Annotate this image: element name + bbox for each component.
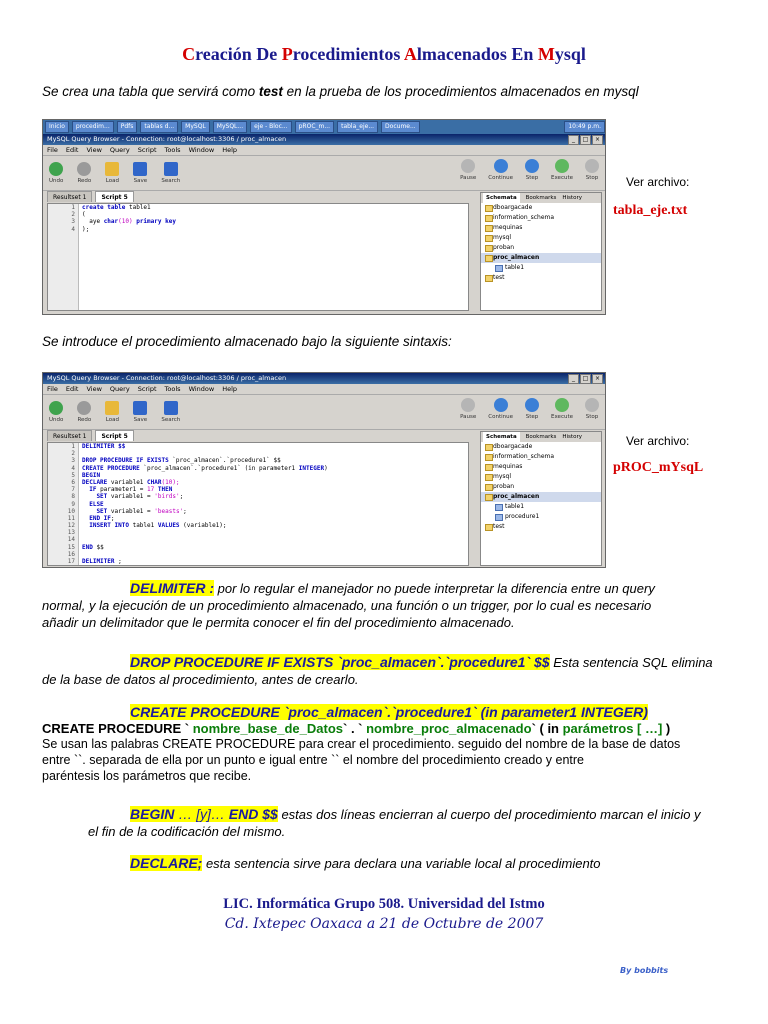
code-token: VALUES (157, 522, 184, 530)
save-icon (133, 162, 147, 176)
save-label: Save (133, 417, 148, 423)
stop-icon (585, 159, 599, 173)
screenshot-1 (42, 119, 606, 315)
title-part: reación De (195, 44, 282, 64)
code-token: table1 (132, 522, 158, 530)
close-icon[interactable]: × (592, 374, 603, 384)
execute-label: Execute (551, 414, 573, 420)
schema-item[interactable]: mysql (481, 472, 601, 482)
code-token: `proc_almacen`.`procedure1` (in parameter1 (143, 464, 299, 472)
code-line (82, 508, 328, 515)
screenshot-2 (42, 372, 606, 568)
code-token: ( (82, 211, 86, 219)
page-title (0, 44, 768, 65)
start-button[interactable]: Inicio (45, 121, 69, 133)
begin-keyword: BEGIN … [y]… END $$ (130, 806, 278, 822)
delimiter-keyword: DELIMITER : (130, 580, 214, 596)
menu-item-file[interactable]: File (47, 385, 58, 393)
step-label: Step (525, 414, 539, 420)
intro-text: Se crea una tabla que servirá como test en la prueba de los procedimientos almacenados en mysql (42, 84, 639, 99)
code-token: parameter1 = (100, 486, 148, 494)
taskbar-item[interactable]: tablas d... (140, 121, 178, 133)
schema-item[interactable]: dboargacade (481, 442, 601, 452)
syntax-part: nombre_proc_almacenado (366, 721, 532, 736)
step-label: Step (525, 175, 539, 181)
minimize-icon[interactable]: _ (568, 135, 579, 145)
code-line (82, 551, 328, 558)
code-line (82, 465, 328, 472)
code-token: BEGIN (82, 471, 101, 479)
sql-editor[interactable] (47, 442, 469, 566)
menu-item-help[interactable]: Help (222, 146, 238, 154)
schemata-tabs (481, 432, 601, 442)
code-line (82, 486, 328, 493)
code-token: END IF (82, 514, 111, 522)
line-number: 16 (67, 550, 75, 558)
toolbar (43, 155, 605, 191)
menu-item-query[interactable]: Query (109, 146, 130, 154)
pause-icon (461, 159, 475, 173)
line-number: 6 (71, 478, 75, 486)
stop-label: Stop (585, 175, 599, 181)
taskbar-item[interactable]: Docume... (381, 121, 420, 133)
line-number: 12 (67, 522, 75, 530)
code-line (82, 457, 328, 464)
code-line (82, 204, 176, 211)
code-line (82, 218, 176, 225)
load-icon (105, 162, 119, 176)
stop-label: Stop (585, 414, 599, 420)
code-line (82, 443, 328, 450)
schema-item[interactable]: mequinas (481, 223, 601, 233)
title-part: ysql (554, 44, 586, 64)
schema-tree (481, 203, 601, 283)
schema-item[interactable]: procedure1 (481, 512, 601, 522)
drop-keyword: DROP PROCEDURE IF EXISTS `proc_almacen`.`procedure1` $$ (130, 654, 550, 670)
pause-button[interactable] (460, 159, 476, 181)
code-token: THEN (157, 486, 173, 494)
code-line (82, 479, 328, 486)
code-line (82, 536, 328, 543)
taskbar-item[interactable]: eje - Bloc... (250, 121, 292, 133)
syntax-part: ) (662, 721, 671, 736)
close-icon[interactable]: × (592, 135, 603, 145)
code-token: $$ (96, 543, 104, 551)
schema-item[interactable]: table1 (481, 502, 601, 512)
menu-item-query[interactable]: Query (109, 385, 130, 393)
line-number: 17 (67, 558, 75, 565)
schemata-tabs (481, 193, 601, 203)
search-label: Search (161, 417, 181, 423)
search-icon (164, 162, 178, 176)
code-token: aye (82, 218, 104, 226)
line-number: 11 (67, 514, 75, 522)
code-token: 'beasts' (154, 507, 184, 515)
undo-button[interactable] (49, 162, 63, 184)
syntax-part: ` ( in (531, 721, 563, 736)
code-line (82, 472, 328, 479)
redo-button[interactable] (77, 162, 91, 184)
tab-resultset-1[interactable]: Resultset 1 (47, 430, 92, 441)
line-number: 8 (71, 493, 75, 501)
load-button[interactable] (105, 162, 119, 184)
load-label: Load (105, 178, 119, 184)
redo-icon (77, 401, 91, 415)
code-token: table1 (128, 204, 151, 211)
code-line (82, 544, 328, 551)
menu-item-edit[interactable]: Edit (65, 385, 79, 393)
code-token: create table (82, 204, 129, 211)
create-syntax (42, 721, 732, 736)
syntax-part: nombre_base_de_Datos (192, 721, 343, 736)
taskbar-item[interactable]: Pdfs (117, 121, 138, 133)
menu-item-script[interactable]: Script (137, 146, 157, 154)
code-token: ; (118, 558, 122, 565)
code-line (82, 529, 328, 536)
line-number: 15 (67, 543, 75, 551)
code-token: ); (82, 225, 90, 233)
file-link[interactable]: tabla_eje.txt (613, 203, 688, 218)
execute-button[interactable] (551, 398, 573, 420)
stop-button[interactable] (585, 159, 599, 181)
continue-button[interactable] (488, 159, 513, 181)
search-label: Search (161, 178, 181, 184)
code-line (82, 515, 328, 522)
code-token: (variable1); (183, 522, 227, 530)
step-button[interactable] (525, 159, 539, 181)
menu-item-window[interactable]: Window (188, 146, 215, 154)
schema-item[interactable]: information_schema (481, 213, 601, 223)
title-part: A (403, 44, 417, 64)
code-token: ; (183, 507, 187, 515)
code-token: `proc_almacen`.`procedure1` $$ (172, 457, 281, 465)
window-titlebar: MySQL Query Browser - Connection: root@localhost:3306 / proc_almacen _ □ × (43, 134, 605, 145)
menu-item-script[interactable]: Script (137, 385, 157, 393)
line-number: 3 (71, 218, 75, 226)
code-token: ELSE (82, 500, 104, 508)
taskbar-item[interactable]: tabla_eje... (337, 121, 378, 133)
syntax-intro: Se introduce el procedimiento almacenado bajo la siguiente sintaxis: (42, 334, 452, 349)
menubar (43, 384, 605, 394)
title-part: M (537, 44, 555, 64)
line-number: 1 (71, 443, 75, 450)
menu-item-view[interactable]: View (86, 385, 102, 393)
code-token: CREATE PROCEDURE (82, 464, 144, 472)
code-token: variable1 = (110, 493, 155, 501)
begin-paragraph: BEGIN … [y]… END $$ estas dos líneas encierran al cuerpo del procedimiento marcan el inicio y el fin de la codificación del mismo. (88, 806, 701, 839)
line-number: 10 (67, 507, 75, 515)
sql-code (82, 204, 176, 233)
continue-label: Continue (488, 414, 513, 420)
taskbar-item[interactable]: MySQL... (213, 121, 247, 133)
schema-tree (481, 442, 601, 532)
menu-item-help[interactable]: Help (222, 385, 238, 393)
menubar (43, 145, 605, 155)
title-part: P (281, 44, 293, 64)
code-token: 'birds' (154, 493, 180, 501)
continue-icon (494, 398, 508, 412)
syntax-part: CREATE PROCEDURE ` (42, 721, 193, 736)
search-button[interactable] (161, 401, 180, 423)
undo-icon (49, 401, 63, 415)
code-token: SET (82, 507, 111, 515)
schema-item[interactable]: proc_almacen (481, 253, 601, 263)
line-number: 13 (67, 529, 75, 537)
redo-button[interactable] (77, 401, 91, 423)
title-part: rocedimientos (292, 44, 404, 64)
taskbar-item[interactable]: MySQL (181, 121, 210, 133)
stop-icon (585, 398, 599, 412)
schema-item[interactable]: test (481, 273, 601, 283)
load-label: Load (105, 417, 119, 423)
title-part: lmacenados En (416, 44, 538, 64)
step-icon (525, 398, 539, 412)
schema-item[interactable]: mequinas (481, 462, 601, 472)
menu-item-tools[interactable]: Tools (164, 385, 181, 393)
tab-script-5[interactable]: Script 5 (95, 430, 133, 441)
menu-item-edit[interactable]: Edit (65, 146, 79, 154)
line-number: 3 (71, 457, 75, 465)
code-line (82, 211, 176, 218)
line-number: 9 (71, 500, 75, 508)
execute-button[interactable] (551, 159, 573, 181)
schema-item[interactable]: proc_almacen (481, 492, 601, 502)
code-line (82, 522, 328, 529)
syntax-part: ` . ` (343, 721, 367, 736)
load-button[interactable] (105, 401, 119, 423)
line-number: 4 (71, 464, 75, 472)
schema-item[interactable]: proban (481, 243, 601, 253)
taskbar-item[interactable]: pROC_m... (295, 121, 334, 133)
save-label: Save (133, 178, 148, 184)
tab-bookmarks[interactable]: Bookmarks (525, 434, 557, 440)
footer-date: Cd. Ixtepec Oaxaca a 21 de Octubre de 2007 (224, 916, 544, 932)
schemata-panel (480, 431, 602, 566)
code-token: END (82, 543, 97, 551)
line-number: 4 (71, 225, 75, 233)
code-token: ; (179, 493, 184, 501)
schema-item[interactable]: test (481, 522, 601, 532)
code-token: 17 (147, 486, 158, 494)
step-icon (525, 159, 539, 173)
schema-item[interactable]: mysql (481, 233, 601, 243)
window-titlebar: MySQL Query Browser - Connection: root@localhost:3306 / proc_almacen _ □ × (43, 373, 605, 384)
stop-button[interactable] (585, 398, 599, 420)
toolbar (43, 394, 605, 430)
line-number: 2 (71, 211, 75, 219)
code-token: CHAR (147, 478, 162, 486)
file-link[interactable]: pROC_mYsqL (613, 460, 704, 475)
tab-schemata[interactable]: Schemata (483, 432, 520, 442)
schemata-panel (480, 192, 602, 311)
taskbar-item[interactable]: procedim... (72, 121, 114, 133)
code-token: DELIMITER $$ (82, 443, 126, 450)
code-token: DELIMITER (82, 558, 119, 565)
minimize-icon[interactable]: _ (568, 374, 579, 384)
menu-item-tools[interactable]: Tools (164, 146, 181, 154)
pause-label: Pause (460, 414, 477, 420)
pause-button[interactable] (460, 398, 476, 420)
line-numbers (48, 443, 79, 565)
search-icon (164, 401, 178, 415)
undo-icon (49, 162, 63, 176)
code-token: char (103, 218, 119, 226)
code-line (82, 450, 328, 457)
taskbar (43, 120, 605, 134)
maximize-icon[interactable]: □ (580, 374, 591, 384)
schema-item[interactable]: table1 (481, 263, 601, 273)
tab-resultset-1[interactable]: Resultset 1 (47, 191, 92, 202)
code-line (82, 501, 328, 508)
tab-history[interactable]: History (562, 434, 582, 440)
pause-icon (461, 398, 475, 412)
execute-icon (555, 398, 569, 412)
code-token: ; (110, 514, 115, 522)
drop-paragraph: DROP PROCEDURE IF EXISTS `proc_almacen`.`procedure1` $$ Esta sentencia SQL elimina de la base de datos al procedimiento, antes de crearlo. (42, 654, 713, 687)
tab-schemata[interactable]: Schemata (483, 193, 520, 203)
execute-label: Execute (551, 175, 573, 181)
see-file-label: Ver archivo: (626, 434, 690, 448)
execute-icon (555, 159, 569, 173)
load-icon (105, 401, 119, 415)
line-number: 5 (71, 471, 75, 479)
code-token: variable1 (110, 478, 148, 486)
footer-institution: LIC. Informática Grupo 508. Universidad del Istmo (223, 896, 545, 912)
code-token: ) (324, 464, 328, 472)
sql-code (82, 443, 328, 565)
redo-label: Redo (77, 178, 92, 184)
code-token: IF (82, 486, 101, 494)
code-token: (10) (118, 218, 137, 226)
continue-icon (494, 159, 508, 173)
schema-item[interactable]: information_schema (481, 452, 601, 462)
line-number: 1 (71, 204, 75, 211)
line-number: 2 (71, 450, 75, 458)
line-number: 14 (67, 536, 75, 544)
clock: 10:49 p.m. (564, 121, 605, 133)
tab-history[interactable]: History (562, 195, 582, 201)
author-signature: By bobbits (620, 966, 669, 975)
title-part: C (182, 44, 196, 64)
undo-label: Undo (49, 178, 64, 184)
save-icon (133, 401, 147, 415)
declare-paragraph: DECLARE; esta sentencia sirve para declara una variable local al procedimiento (130, 855, 601, 871)
line-numbers (48, 204, 79, 310)
declare-keyword: DECLARE; (130, 855, 203, 871)
redo-icon (77, 162, 91, 176)
code-token: INTEGER (298, 464, 325, 472)
code-token: (10); (161, 478, 180, 486)
redo-label: Redo (77, 417, 92, 423)
undo-button[interactable] (49, 401, 63, 423)
code-line (82, 226, 176, 233)
line-number: 7 (71, 486, 75, 494)
step-button[interactable] (525, 398, 539, 420)
menu-item-file[interactable]: File (47, 146, 58, 154)
code-token: variable1 = (110, 507, 155, 515)
create-explanation: Se usan las palabras CREATE PROCEDURE para crear el procedimiento. seguido del nombre de la base de datos entre ``. separada de ella por un punto e igual entre `` el nombre del procedimiento creado y entre paréntesis los parámetros que recibe. (42, 737, 681, 783)
create-keyword: CREATE PROCEDURE `proc_almacen`.`procedure1` (in parameter1 INTEGER) (130, 704, 648, 720)
tab-script-5[interactable]: Script 5 (95, 191, 133, 202)
undo-label: Undo (49, 417, 64, 423)
continue-label: Continue (488, 175, 513, 181)
schema-item[interactable]: dboargacade (481, 203, 601, 213)
save-button[interactable] (133, 162, 147, 184)
save-button[interactable] (133, 401, 147, 423)
continue-button[interactable] (488, 398, 513, 420)
code-token: DECLARE (82, 478, 111, 486)
menu-item-view[interactable]: View (86, 146, 102, 154)
code-token: DROP PROCEDURE IF EXISTS (82, 457, 173, 465)
tab-bookmarks[interactable]: Bookmarks (525, 195, 557, 201)
see-file-label: Ver archivo: (626, 175, 690, 189)
code-token: SET (82, 493, 111, 501)
code-line (82, 493, 328, 500)
menu-item-window[interactable]: Window (188, 385, 215, 393)
code-token: INSERT INTO (82, 522, 133, 530)
delimiter-paragraph: DELIMITER : por lo regular el manejador no puede interpretar la diferencia entre un query normal, y la ejecución de un procedimiento almacenado, una función o un trigger, por lo cual es necesario añadir un delimitador que le permita conocer el fin del procedimiento almacenado. (42, 580, 655, 630)
search-button[interactable] (161, 162, 180, 184)
maximize-icon[interactable]: □ (580, 135, 591, 145)
syntax-part: parámetros [ …] (562, 721, 663, 736)
pause-label: Pause (460, 175, 477, 181)
code-token: primary key (136, 218, 176, 226)
sql-editor[interactable] (47, 203, 469, 311)
code-line (82, 558, 328, 565)
schema-item[interactable]: proban (481, 482, 601, 492)
create-paragraph (42, 704, 732, 784)
